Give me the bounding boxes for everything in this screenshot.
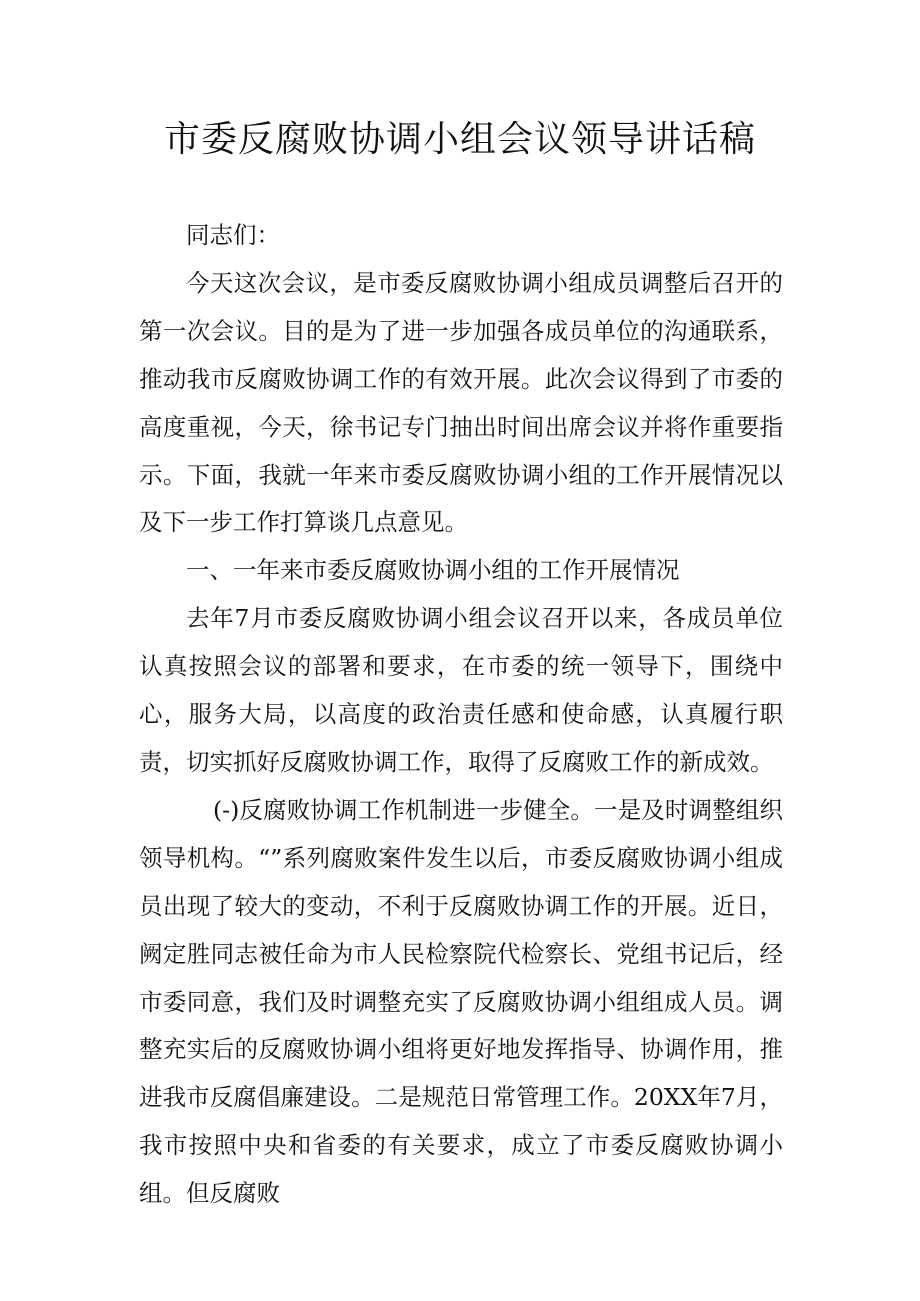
section-heading: 一、一年来市委反腐败协调小组的工作开展情况 bbox=[186, 556, 680, 585]
intro-paragraph: 今天这次会议，是市委反腐败协调小组成员调整后召开的第一次会议。目的是为了进一步加强各成员单位的沟通联系，推动我市反腐败协调工作的有效开展。此次会议得到了市委的高度重视，今天，徐书记专门抽出时间出席会议并将作重要指示。下面，我就一年来市委反腐败协调小组的工作开展情况以及下一步工作打算谈几点意见。 bbox=[139, 268, 783, 537]
document-title: 市委反腐败协调小组会议领导讲话稿 bbox=[163, 119, 756, 160]
salutation-paragraph: 同志们： bbox=[186, 221, 280, 249]
document-body bbox=[139, 212, 783, 1218]
subsection-paragraph: (-)反腐败协调工作机制进一步健全。一是及时调整组织领导机构。“”系列腐败案件发生以后，市委反腐败协调小组成员出现了较大的变动，不利于反腐败协调工作的开展。近日，阙定胜同志被任命为市人民检察院代检察长、党组书记后，经市委同意，我们及时调整充实了反腐败协调小组组成人员。调整充实后的反腐败协调小组将更好地发挥指导、协调作用，推进我市反腐倡廉建设。二是规范日常管理工作。20XX年7月，我市按照中央和省委的有关要求，成立了市委反腐败协调小组。但反腐败 bbox=[139, 795, 783, 1208]
body-paragraph: 去年7月市委反腐败协调小组会议召开以来，各成员单位认真按照会议的部署和要求，在市委的统一领导下，围绕中心，服务大局，以高度的政治责任感和使命感，认真履行职责，切实抓好反腐败协调工作，取得了反腐败工作的新成效。 bbox=[139, 604, 783, 776]
